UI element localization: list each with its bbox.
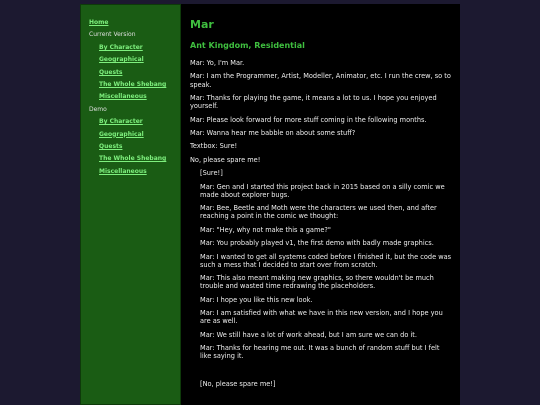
dialogue-line: Mar: I wanted to get all systems coded before I finished it, but the code was such a mess that I decided to start over from scratch. (200, 252, 452, 269)
branch-header: [No, please spare me!] (200, 379, 276, 388)
dialogue-line: Mar: We still have a lot of work ahead, but I am sure we can do it. (200, 330, 417, 339)
page-title: Mar (190, 18, 214, 31)
dialogue-line: Mar: I hope you like this new look. (200, 295, 313, 304)
nav-section-current-version: Current Version (89, 31, 136, 39)
dialogue-choice-line: No, please spare me! (190, 155, 261, 164)
nav-home-link[interactable]: Home (89, 19, 109, 26)
nav-demo-quests-link[interactable]: Quests (99, 143, 123, 151)
nav-current-miscellaneous-link[interactable]: Miscellaneous (99, 93, 147, 101)
dialogue-line: Mar: Thanks for playing the game, it means a lot to us. I hope you enjoyed yourself. (190, 93, 437, 111)
nav-current-whole-shebang-link[interactable]: The Whole Shebang (99, 81, 167, 89)
dialogue-choice-line: Textbox: Sure! (190, 142, 238, 151)
nav-current-geographical-link[interactable]: Geographical (99, 56, 144, 64)
sidebar-nav (80, 4, 181, 405)
dialogue-line: Mar: Please look forward for more stuff coming in the following months. (190, 115, 427, 124)
dialogue-line: Mar: You probably played v1, the first demo with badly made graphics. (200, 239, 434, 248)
nav-demo-geographical-link[interactable]: Geographical (99, 130, 144, 138)
main-content (181, 4, 460, 405)
dialogue-line: Mar: Bee, Beetle and Moth were the characters we used then, and after reaching a point in the comic we thought: (200, 204, 437, 221)
nav-demo-miscellaneous-link[interactable]: Miscellaneous (99, 167, 147, 175)
dialogue-line: Mar: Wanna hear me babble on about some stuff? (190, 128, 356, 137)
branch-header: [Sure!] (200, 169, 223, 178)
dialogue-line: Mar: Thanks for hearing me out. It was a bunch of random stuff but I felt like saying it. (200, 344, 440, 361)
dialogue-line: Mar: I am satisfied with what we have in this new version, and I hope you are as well. (200, 309, 443, 326)
nav-current-quests-link[interactable]: Quests (99, 68, 123, 76)
dialogue-line: Mar: This also meant making new graphics, so there wouldn't be much trouble and wasted time redrawing the placeholders. (200, 274, 434, 291)
nav-current-by-character-link[interactable]: By Character (99, 43, 143, 51)
nav-demo-by-character-link[interactable]: By Character (99, 118, 143, 126)
dialogue-line: Mar: Gen and I started this project back in 2015 based on a silly comic we made about explorer bugs. (200, 182, 445, 199)
nav-demo-whole-shebang-link[interactable]: The Whole Shebang (99, 155, 167, 163)
nav-section-demo: Demo (89, 105, 107, 113)
page-subtitle: Ant Kingdom, Residential (190, 41, 305, 50)
dialogue-branch-sure (190, 169, 452, 388)
dialogue-line: Mar: "Hey, why not make this a game?" (200, 225, 331, 234)
dialogue-line: Mar: I am the Programmer, Artist, Modeller, Animator, etc. I run the crew, so to speak. (190, 72, 451, 89)
dialogue-line: Mar: Yo, I'm Mar. (190, 59, 245, 67)
